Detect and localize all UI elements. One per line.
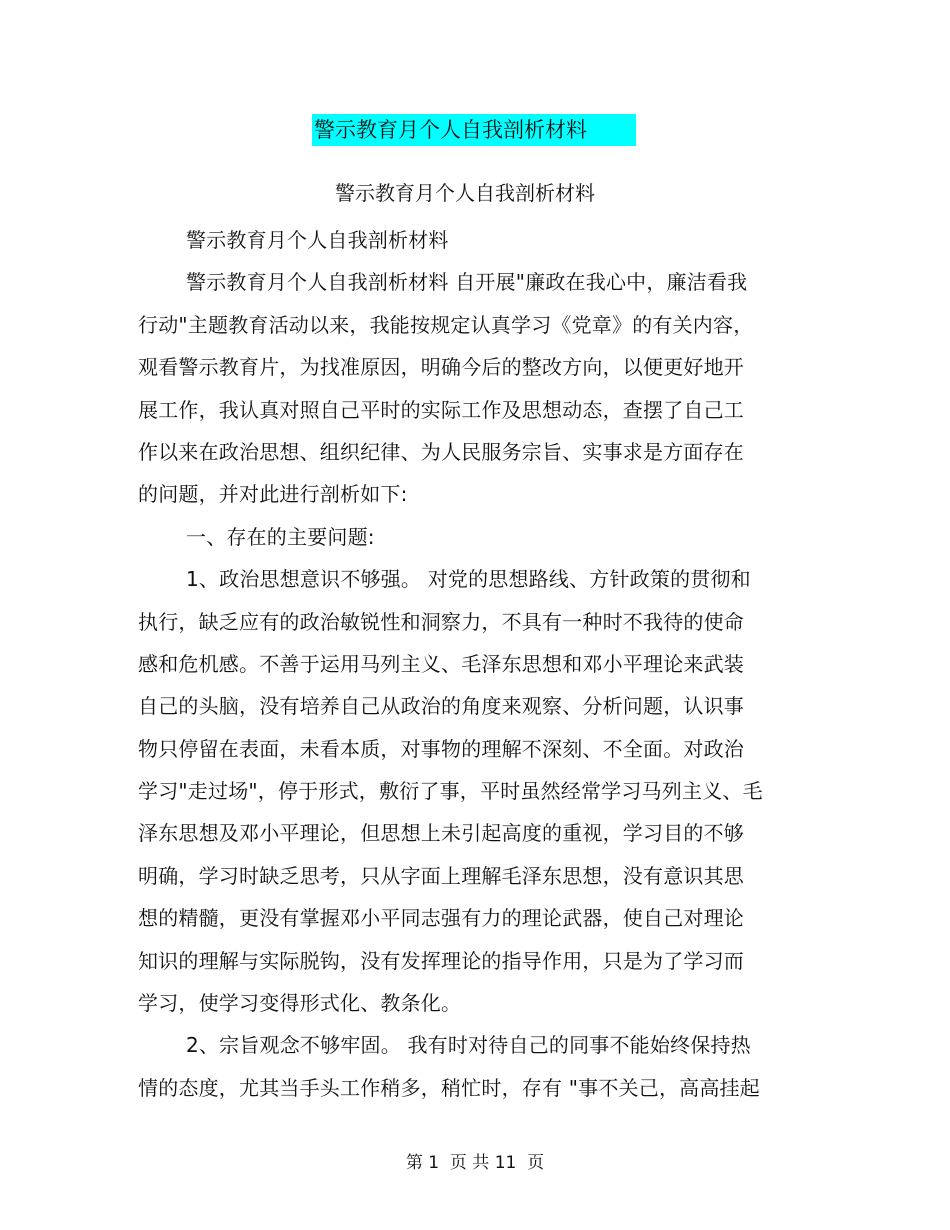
page-footer: 第 1 页 共 11 页 [405,1153,545,1173]
body-line: 2、宗旨观念不够牢固。 我有时对待自己的同事不能始终保持热 [186,1033,751,1058]
body-line: 学习"走过场"，停于形式，敷衍了事，平时虽然经常学习马列主义、毛 [138,779,763,804]
document-title: 警示教育月个人自我剖析材料 [335,181,595,205]
body-line: 知识的理解与实际脱钩，没有发挥理论的指导作用，只是为了学习而 [138,948,744,973]
body-line: 执行，缺乏应有的政治敏锐性和洞察力，不具有一种时不我待的使命 [138,609,744,634]
body-line: 泽东思想及邓小平理论，但思想上未引起高度的重视，学习目的不够 [138,821,744,846]
body-line: 展工作，我认真对照自己平时的实际工作及思想动态，查摆了自己工 [138,397,744,422]
body-line: 的问题，并对此进行剖析如下: [138,482,408,507]
body-line: 警示教育月个人自我剖析材料 [186,228,449,252]
highlighted-header-title: 警示教育月个人自我剖析材料 [312,114,636,146]
body-line: 自己的头脑，没有培养自己从政治的角度来观察、分析问题，认识事 [138,694,744,719]
body-line: 1、政治思想意识不够强。 对党的思想路线、方针政策的贯彻和 [186,567,751,592]
body-line: 一、存在的主要问题: [186,524,375,549]
body-line: 作以来在政治思想、组织纪律、为人民服务宗旨、实事求是方面存在 [138,439,744,464]
body-line: 行动"主题教育活动以来，我能按规定认真学习《党章》的有关内容， [138,312,754,337]
body-line: 感和危机感。不善于运用马列主义、毛泽东思想和邓小平理论来武装 [138,651,744,676]
body-line: 想的精髓，更没有掌握邓小平同志强有力的理论武器，使自己对理论 [138,906,744,931]
body-line: 情的态度，尤其当手头工作稍多，稍忙时，存有 "事不关己，高高挂起 [138,1075,760,1100]
body-line: 学习，使学习变得形式化、教条化。 [138,991,462,1016]
document-body [138,219,798,1109]
body-line: 观看警示教育片，为找准原因，明确今后的整改方向，以便更好地开 [138,355,744,380]
body-line: 物只停留在表面，未看本质，对事物的理解不深刻、不全面。对政治 [138,736,744,761]
body-line: 警示教育月个人自我剖析材料 自开展"廉政在我心中，廉洁看我 [186,270,748,295]
body-line: 明确，学习时缺乏思考，只从字面上理解毛泽东思想，没有意识其思 [138,863,744,888]
